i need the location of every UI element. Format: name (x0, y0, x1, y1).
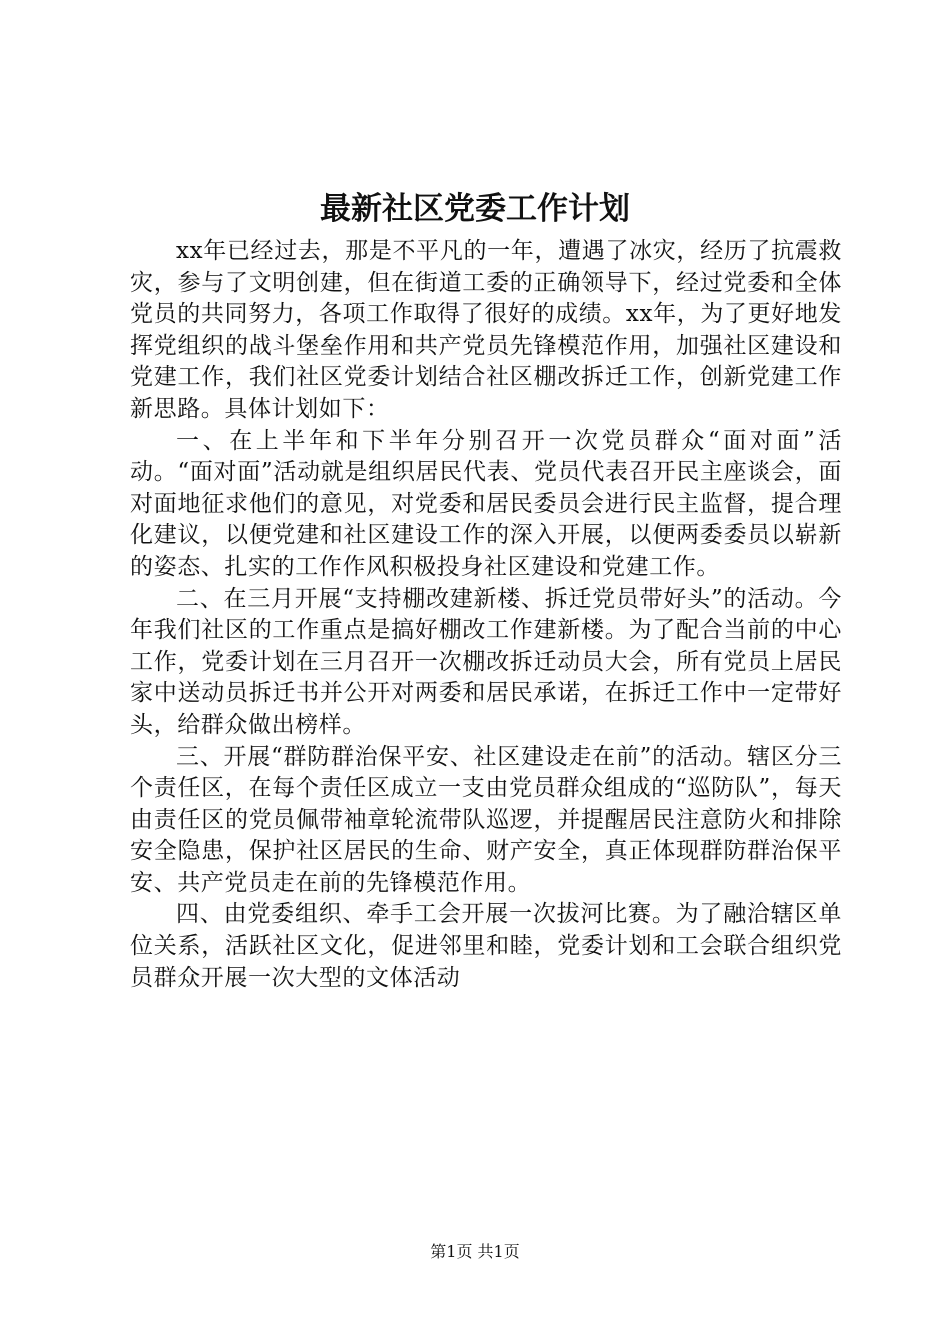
paragraph-item-2: 二、在三月开展“支持棚改建新楼、拆迁党员带好头”的活动。今年我们社区的工作重点是搞好棚改工作建新楼。为了配合当前的中心工作，党委计划在三月召开一次棚改拆迁动员大会，所有党员上居民家中送动员拆迁书并公开对两委和居民承诺，在拆迁工作中一定带好头，给群众做出榜样。 (130, 585, 842, 738)
paragraph-item-4: 四、由党委组织、牵手工会开展一次拔河比赛。为了融洽辖区单位关系，活跃社区文化，促进邻里和睦，党委计划和工会联合组织党员群众开展一次大型的文体活动 (130, 901, 842, 991)
document-body (130, 236, 842, 994)
document-title: 最新社区党委工作计划 (320, 191, 630, 227)
page-footer: 第1页 共1页 (430, 1242, 520, 1261)
paragraph-item-1: 一、在上半年和下半年分别召开一次党员群众“面对面”活动。“面对面”活动就是组织居民代表、党员代表召开民主座谈会，面对面地征求他们的意见，对党委和居民委员会进行民主监督，提合理化建议，以便党建和社区建设工作的深入开展，以便两委委员以崭新的姿态、扎实的工作作风积极投身社区建设和党建工作。 (130, 427, 842, 580)
paragraph-item-3: 三、开展“群防群治保平安、社区建设走在前”的活动。辖区分三个责任区，在每个责任区成立一支由党员群众组成的“巡防队”，每天由责任区的党员佩带袖章轮流带队巡逻，并提醒居民注意防火和排除安全隐患，保护社区居民的生命、财产安全，真正体现群防群治保平安、共产党员走在前的先锋模范作用。 (130, 743, 842, 896)
paragraph-intro: xx年已经过去，那是不平凡的一年，遭遇了冰灾，经历了抗震救灾，参与了文明创建，但在街道工委的正确领导下，经过党委和全体党员的共同努力，各项工作取得了很好的成绩。xx年，为了更好地发挥党组织的战斗堡垒作用和共产党员先锋模范作用，加强社区建设和党建工作，我们社区党委计划结合社区棚改拆迁工作，创新党建工作新思路。具体计划如下： (130, 238, 842, 422)
